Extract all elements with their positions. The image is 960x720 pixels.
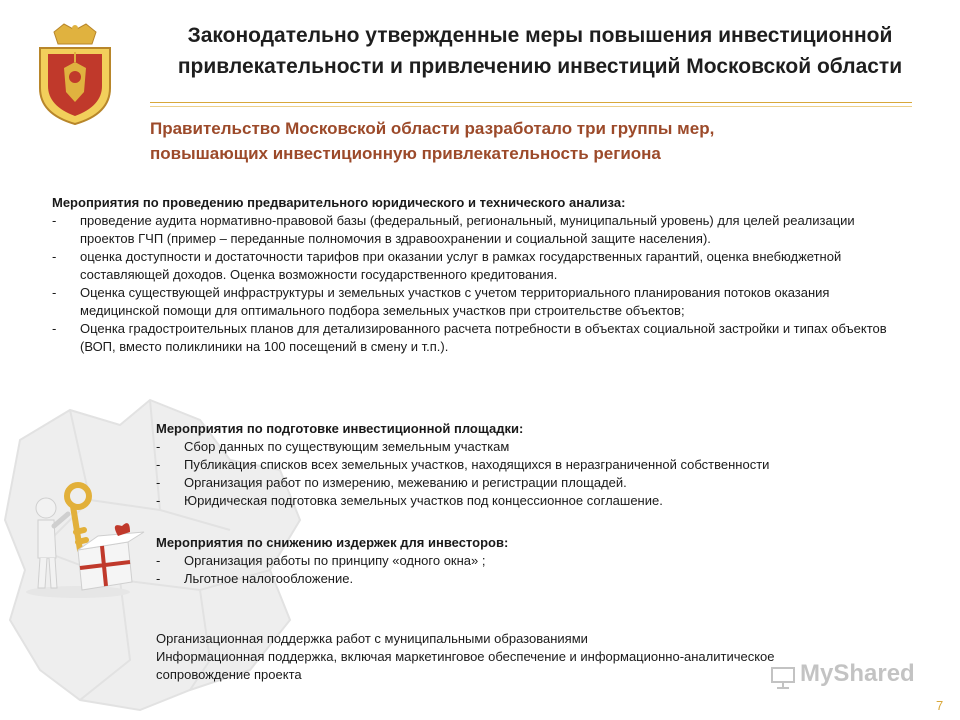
title-line-1: Законодательно утвержденные меры повышения инвестиционной [187,24,893,47]
list-item [52,320,912,356]
myshared-watermark [770,660,930,694]
presentation-icon [770,664,796,690]
section-heading: Мероприятия по проведению предварительного юридического и технического анализа: [52,195,626,210]
list-bullet: - [156,493,161,508]
list-item-text: проведение аудита нормативно-правовой базы (федеральный, региональный, муниципальный уровень) для целей реализации проектов ГЧП (пример – переданные полномочия в здравоохранении и социальной защите населения). [80,213,855,246]
support-line-2: Информационная поддержка, включая маркетинговое обеспечение и информационно-аналитическое [156,649,775,664]
list-item [52,284,912,320]
list-item-text: Организация работы по принципу «одного окна» ; [184,553,486,568]
list-item-text: оценка доступности и достаточности тарифов при оказании услуг в рамках государственных гарантий, оценка внебюджетной составляющей доходов. Оценка возможности государственного кредитования. [80,249,842,282]
list-bullet: - [52,321,57,336]
section-heading: Мероприятия по снижению издержек для инвесторов: [156,535,509,550]
page-subtitle [150,116,910,166]
section-legal-technical-analysis [52,194,912,356]
subtitle-line-1: Правительство Московской области разработало три группы мер, [150,119,715,138]
section-investor-cost-reduction [156,534,916,588]
list-item-text: Организация работ по измерению, межеванию и регистрации площадей. [184,475,627,490]
list-item [156,492,916,510]
list-item [52,248,912,284]
page-title [150,20,930,82]
title-divider [150,102,912,103]
list-item-text: Публикация списков всех земельных участков, находящихся в неразграниченной собственности [184,457,770,472]
moscow-region-emblem [34,22,116,126]
list-item-text: Льготное налогообложение. [184,571,354,586]
list-item-text: Оценка существующей инфраструктуры и земельных участков с учетом территориального планирования потоков оказания медицинской помощи для оптимального подбора земельных участков при строительстве объектов; [80,285,830,318]
support-line-3: сопровождение проекта [156,667,302,682]
list-bullet: - [156,475,161,490]
list-bullet: - [156,571,161,586]
list-bullet: - [156,439,161,454]
list-item [156,552,916,570]
list-item [156,456,916,474]
page-number: 7 [936,698,944,713]
key-gift-illustration [18,470,148,600]
list-item [52,212,912,248]
support-line-1: Организационная поддержка работ с муниципальными образованиями [156,631,588,646]
list-bullet: - [156,457,161,472]
title-divider-secondary [150,106,912,107]
list-item-text: Сбор данных по существующим земельным участкам [184,439,510,454]
section-site-preparation [156,420,916,510]
watermark-text: MyShared [800,660,915,687]
subtitle-line-2: повышающих инвестиционную привлекательность региона [150,144,661,163]
list-bullet: - [52,249,57,264]
list-item [156,570,916,588]
list-item [156,474,916,492]
list-item-text: Юридическая подготовка земельных участков под концессионное соглашение. [184,493,663,508]
list-bullet: - [52,213,57,228]
title-line-2: привлекательности и привлечению инвестиций Московской области [177,55,903,78]
section-heading: Мероприятия по подготовке инвестиционной площадки: [156,421,524,436]
list-bullet: - [156,553,161,568]
list-item-text: Оценка градостроительных планов для детализированного расчета потребности в объектах социальной застройки и типах объектов (ВОП, вместо поликлиники на 100 посещений в смену и т.п.). [80,321,887,354]
list-bullet: - [52,285,57,300]
list-item [156,438,916,456]
